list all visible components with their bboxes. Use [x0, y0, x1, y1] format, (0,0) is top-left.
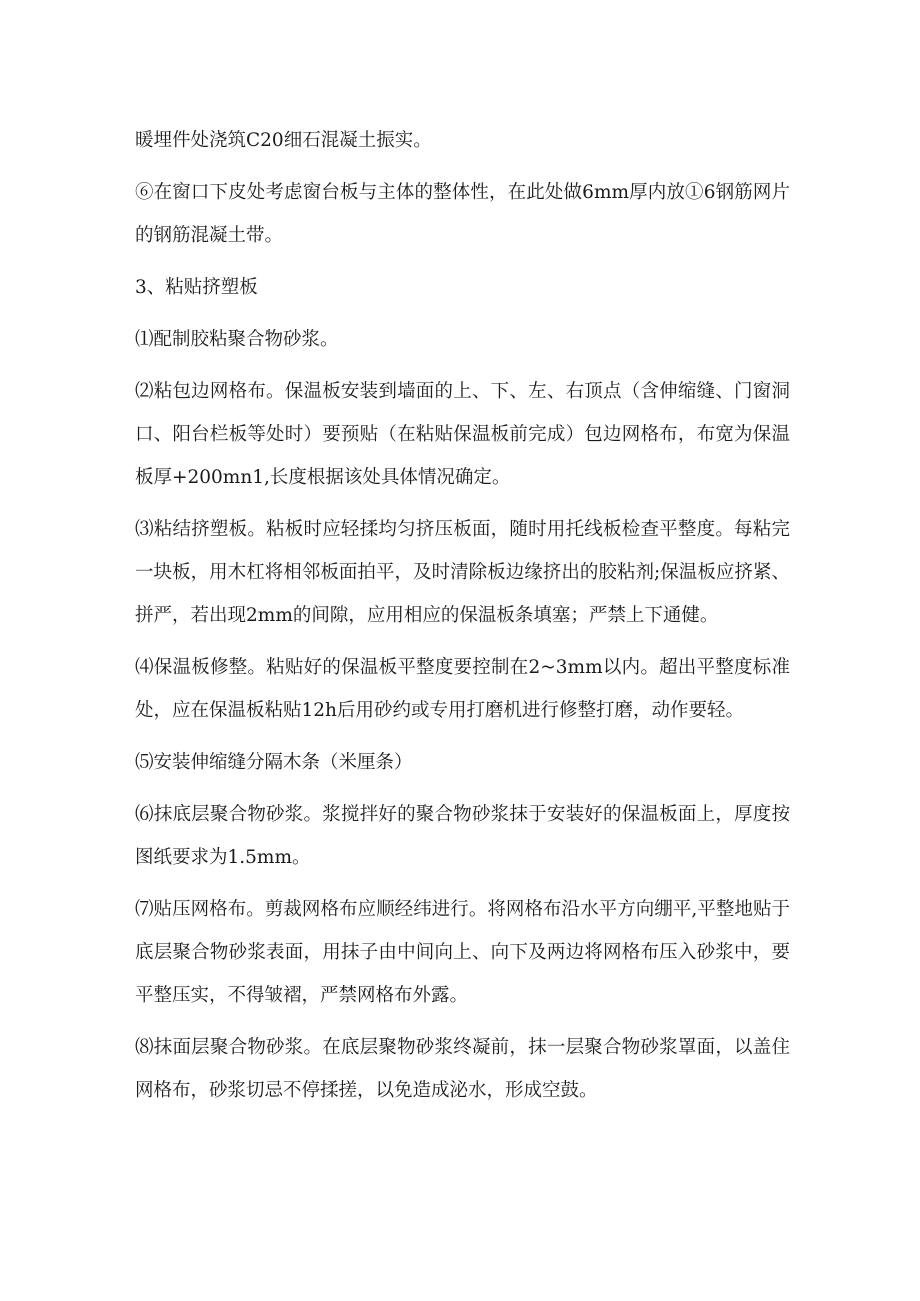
paragraph-step-4: ⑷保温板修整。粘贴好的保温板平整度要控制在2~3mm以内。超出平整度标准处，应在保温板粘贴12h后用砂约或专用打磨机进行修整打磨，动作要轻。 — [135, 657, 790, 721]
section-heading-paste-xps-board: 3、粘贴挤塑板 — [135, 277, 258, 298]
paragraph-step-3: ⑶粘结挤塑板。粘板时应轻揉均匀挤压板面，随时用托线板检查平整度。每粘完一块板，用木杠将相邻板面拍平，及时清除板边缘挤出的胶粘剂;保温板应挤紧、拼严，若出现2mm的间隙，应用相应的保温板条填塞；严禁上下通健。 — [135, 519, 790, 626]
paragraph-step-5: ⑸安装伸缩缝分隔木条（米厘条） — [135, 752, 413, 773]
paragraph-step-7: ⑺贴压网格布。剪裁网格布应顺经纬进行。将网格布沿水平方向绷平,平整地贴于底层聚合物砂浆表面，用抹子由中间向上、向下及两边将网格布压入砂浆中，要平整压实，不得皱褶，严禁网格布外露。 — [135, 899, 790, 1006]
paragraph-step-8: ⑻抹面层聚合物砂浆。在底层聚物砂浆终凝前，抹一层聚合物砂浆罩面，以盖住网格布，砂浆切忌不停揉搓，以免造成泌水，形成空鼓。 — [135, 1037, 790, 1101]
paragraph-window-sill-band: ⑥在窗口下皮处考虑窗台板与主体的整体性，在此处做6mm厚内放①6钢筋网片的钢筋混凝土带。 — [135, 182, 790, 246]
paragraph-step-6: ⑹抹底层聚合物砂浆。浆搅拌好的聚合物砂浆抹于安装好的保温板面上，厚度按图纸要求为1.5mm。 — [135, 804, 790, 868]
paragraph-embedded-parts: 暖埋件处浇筑C20细石混凝土振实。 — [135, 130, 432, 151]
document-body — [135, 119, 790, 1121]
paragraph-step-2: ⑵粘包边网格布。保温板安装到墙面的上、下、左、右顶点（含伸缩缝、门窗洞口、阳台栏板等处时）要预贴（在粘贴保温板前完成）包边网格布，布宽为保温板厚+200mn1,长度根据该处具体情况确定。 — [135, 381, 790, 488]
paragraph-step-1: ⑴配制胶粘聚合物砂浆。 — [135, 329, 339, 350]
